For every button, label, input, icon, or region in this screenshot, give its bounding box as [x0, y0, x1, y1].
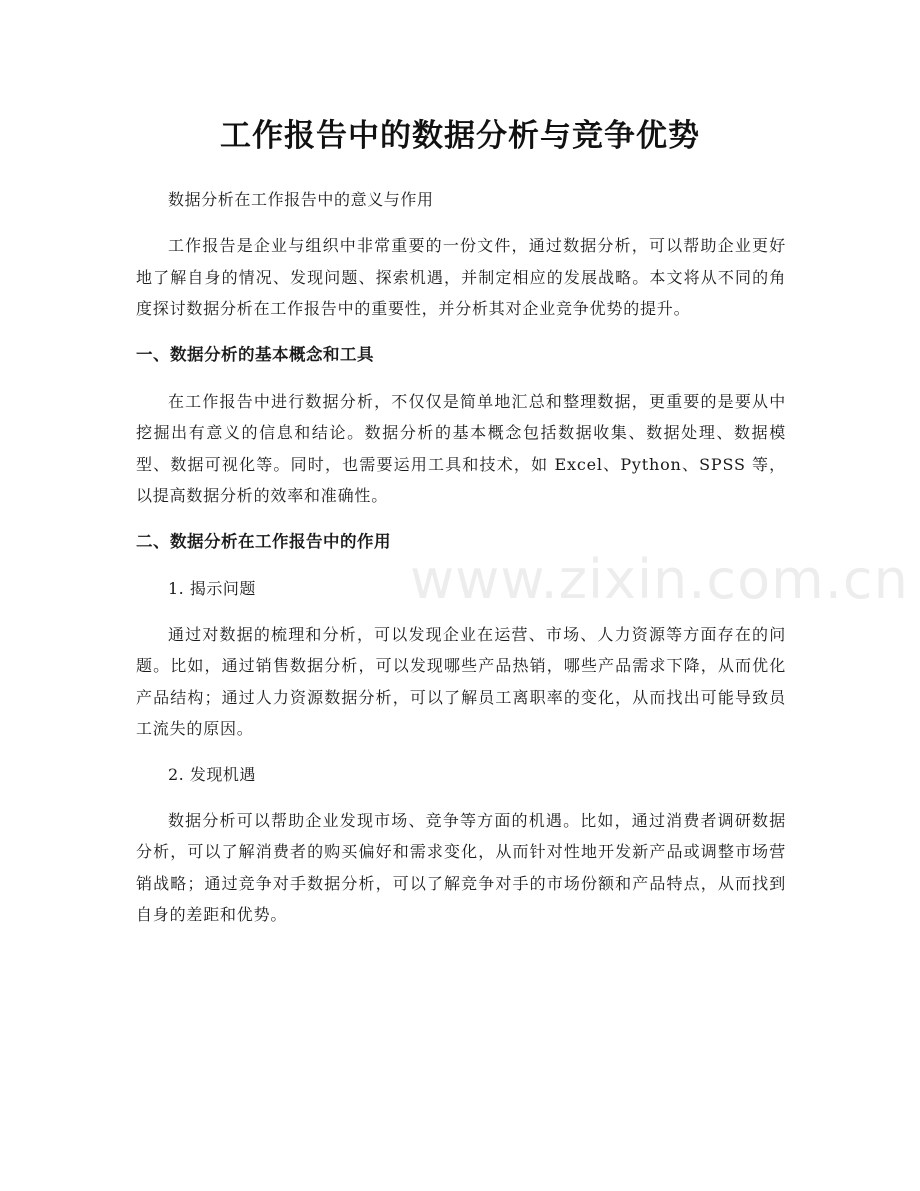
item-2-heading: 2. 发现机遇	[168, 764, 256, 784]
item-1-heading: 1. 揭示问题	[168, 578, 256, 598]
document-subtitle: 数据分析在工作报告中的意义与作用	[168, 190, 434, 209]
intro-paragraph: 工作报告是企业与组织中非常重要的一份文件，通过数据分析，可以帮助企业更好地了解自身的情况、发现问题、探索机遇，并制定相应的发展战略。本文将从不同的角度探讨数据分析在工作报告中的重要性，并分析其对企业竞争优势的提升。	[136, 236, 786, 318]
document-body	[136, 184, 786, 931]
section-2-heading: 二、数据分析在工作报告中的作用	[136, 531, 391, 551]
item-1-paragraph: 通过对数据的梳理和分析，可以发现企业在运营、市场、人力资源等方面存在的问题。比如，通过销售数据分析，可以发现哪些产品热销，哪些产品需求下降，从而优化产品结构；通过人力资源数据分析，可以了解员工离职率的变化，从而找出可能导致员工流失的原因。	[136, 624, 786, 738]
item-2-paragraph: 数据分析可以帮助企业发现市场、竞争等方面的机遇。比如，通过消费者调研数据分析，可以了解消费者的购买偏好和需求变化，从而针对性地开发新产品或调整市场营销战略；通过竞争对手数据分析，可以了解竞争对手的市场份额和产品特点，从而找到自身的差距和优势。	[136, 810, 786, 924]
section-1-heading: 一、数据分析的基本概念和工具	[136, 344, 374, 364]
section-1-paragraph: 在工作报告中进行数据分析，不仅仅是简单地汇总和整理数据，更重要的是要从中挖掘出有意义的信息和结论。数据分析的基本概念包括数据收集、数据处理、数据模型、数据可视化等。同时，也需要运用工具和技术，如 Excel、Python、SPSS 等，以提高数据分析的效率和准确性。	[136, 391, 786, 505]
watermark: www.zixin.com.cn	[410, 548, 909, 611]
document-title: 工作报告中的数据分析与竞争优势	[220, 118, 700, 154]
